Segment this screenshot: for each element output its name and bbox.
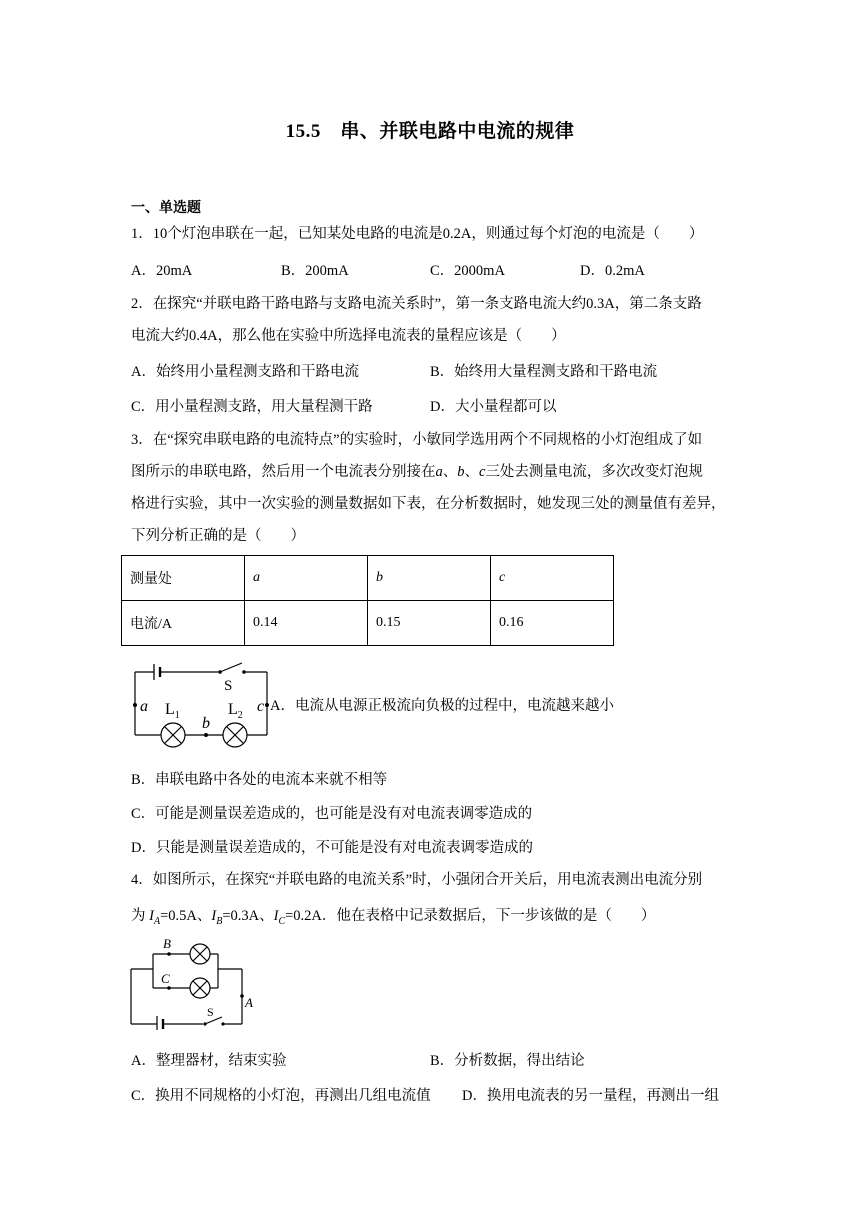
table-cell: b: [368, 556, 491, 601]
q2-option-d[interactable]: D．大小量程都可以: [430, 399, 557, 415]
table-cell: c: [491, 556, 614, 601]
q1-stem: 1．10个灯泡串联在一起，已知某处电路的电流是0.2A，则通过每个灯泡的电流是（ ）: [131, 226, 704, 242]
q1-option-c[interactable]: C．2000mA: [430, 263, 505, 279]
table-row: [122, 556, 614, 601]
lamp-l1-label: $L_1$: [165, 701, 180, 721]
q3-option-a[interactable]: A．电流从电源正极流向负极的过程中，电流越来越小: [270, 698, 614, 714]
table-cell: a: [245, 556, 368, 601]
q2-option-c[interactable]: C．用小量程测支路，用大量程测干路: [131, 399, 373, 415]
table-cell: 0.14: [245, 601, 368, 646]
q2-stem-line1: 2．在探究“并联电路干路电路与支路电流关系时”，第一条支路电流大约0.3A，第二条支路: [131, 296, 702, 312]
q3-option-d[interactable]: D．只能是测量误差造成的，不可能是没有对电流表调零造成的: [131, 840, 533, 856]
point-a-label: A: [245, 995, 253, 1010]
measurement-table: [121, 555, 614, 646]
table-row: [122, 601, 614, 646]
q2-stem-line2: 电流大约0.4A，那么他在实验中所选择电流表的量程应该是（ ）: [131, 328, 566, 344]
q2-option-b[interactable]: B．始终用大量程测支路和干路电流: [430, 364, 658, 380]
q2-option-a[interactable]: A．始终用小量程测支路和干路电流: [131, 364, 359, 380]
point-b-label: b: [202, 715, 210, 732]
q3-option-b[interactable]: B．串联电路中各处的电流本来就不相等: [131, 772, 388, 788]
q3-stem-line3: 格进行实验，其中一次实验的测量数据如下表，在分析数据时，她发现三处的测量值有差异，: [131, 496, 726, 512]
page-title: 15.5 串、并联电路中电流的规律: [285, 121, 575, 142]
q3-option-c[interactable]: C．可能是测量误差造成的，也可能是没有对电流表调零造成的: [131, 806, 533, 822]
section-heading: 一、单选题: [131, 201, 201, 216]
switch-label: S: [224, 678, 233, 694]
branch-b-label: B: [163, 936, 171, 951]
switch-label: S: [207, 1005, 214, 1019]
parallel-circuit-diagram: [126, 934, 266, 1030]
series-circuit-diagram: [120, 656, 280, 752]
point-a-label: a: [140, 698, 148, 715]
q1-option-a[interactable]: A．20mA: [131, 263, 193, 279]
table-cell: 电流/A: [122, 601, 245, 646]
q3-stem-line4: 下列分析正确的是（ ）: [131, 528, 305, 544]
q3-stem-line2: 图所示的串联电路，然后用一个电流表分别接在a、b、c三处去测量电流，多次改变灯泡规: [131, 464, 703, 480]
q1-option-d[interactable]: D．0.2mA: [580, 263, 645, 279]
lamp-l2-label: $L_2$: [228, 701, 243, 721]
point-c-label: c: [257, 698, 265, 715]
q4-option-c[interactable]: C．换用不同规格的小灯泡，再测出几组电流值: [131, 1088, 431, 1104]
table-cell: 0.16: [491, 601, 614, 646]
q4-stem-line2: 为 $I_A=0.5A$、$I_B=0.3A$、$I_C=0.2A$．他在表格中记录数据后，下一步该做的是（ ）: [131, 908, 656, 927]
q4-option-b[interactable]: B．分析数据，得出结论: [430, 1053, 585, 1069]
q4-option-a[interactable]: A．整理器材，结束实验: [131, 1053, 287, 1069]
q4-option-d[interactable]: D．换用电流表的另一量程，再测出一组: [462, 1088, 719, 1104]
table-cell: 0.15: [368, 601, 491, 646]
q1-option-b[interactable]: B．200mA: [281, 263, 349, 279]
q4-stem-line1: 4．如图所示，在探究“并联电路的电流关系”时，小强闭合开关后，用电流表测出电流分别: [131, 872, 703, 888]
q3-stem-line1: 3．在“探究串联电路的电流特点”的实验时，小敏同学选用两个不同规格的小灯泡组成了如: [131, 432, 703, 448]
table-cell: 测量处: [122, 556, 245, 601]
branch-c-label: C: [161, 971, 170, 986]
